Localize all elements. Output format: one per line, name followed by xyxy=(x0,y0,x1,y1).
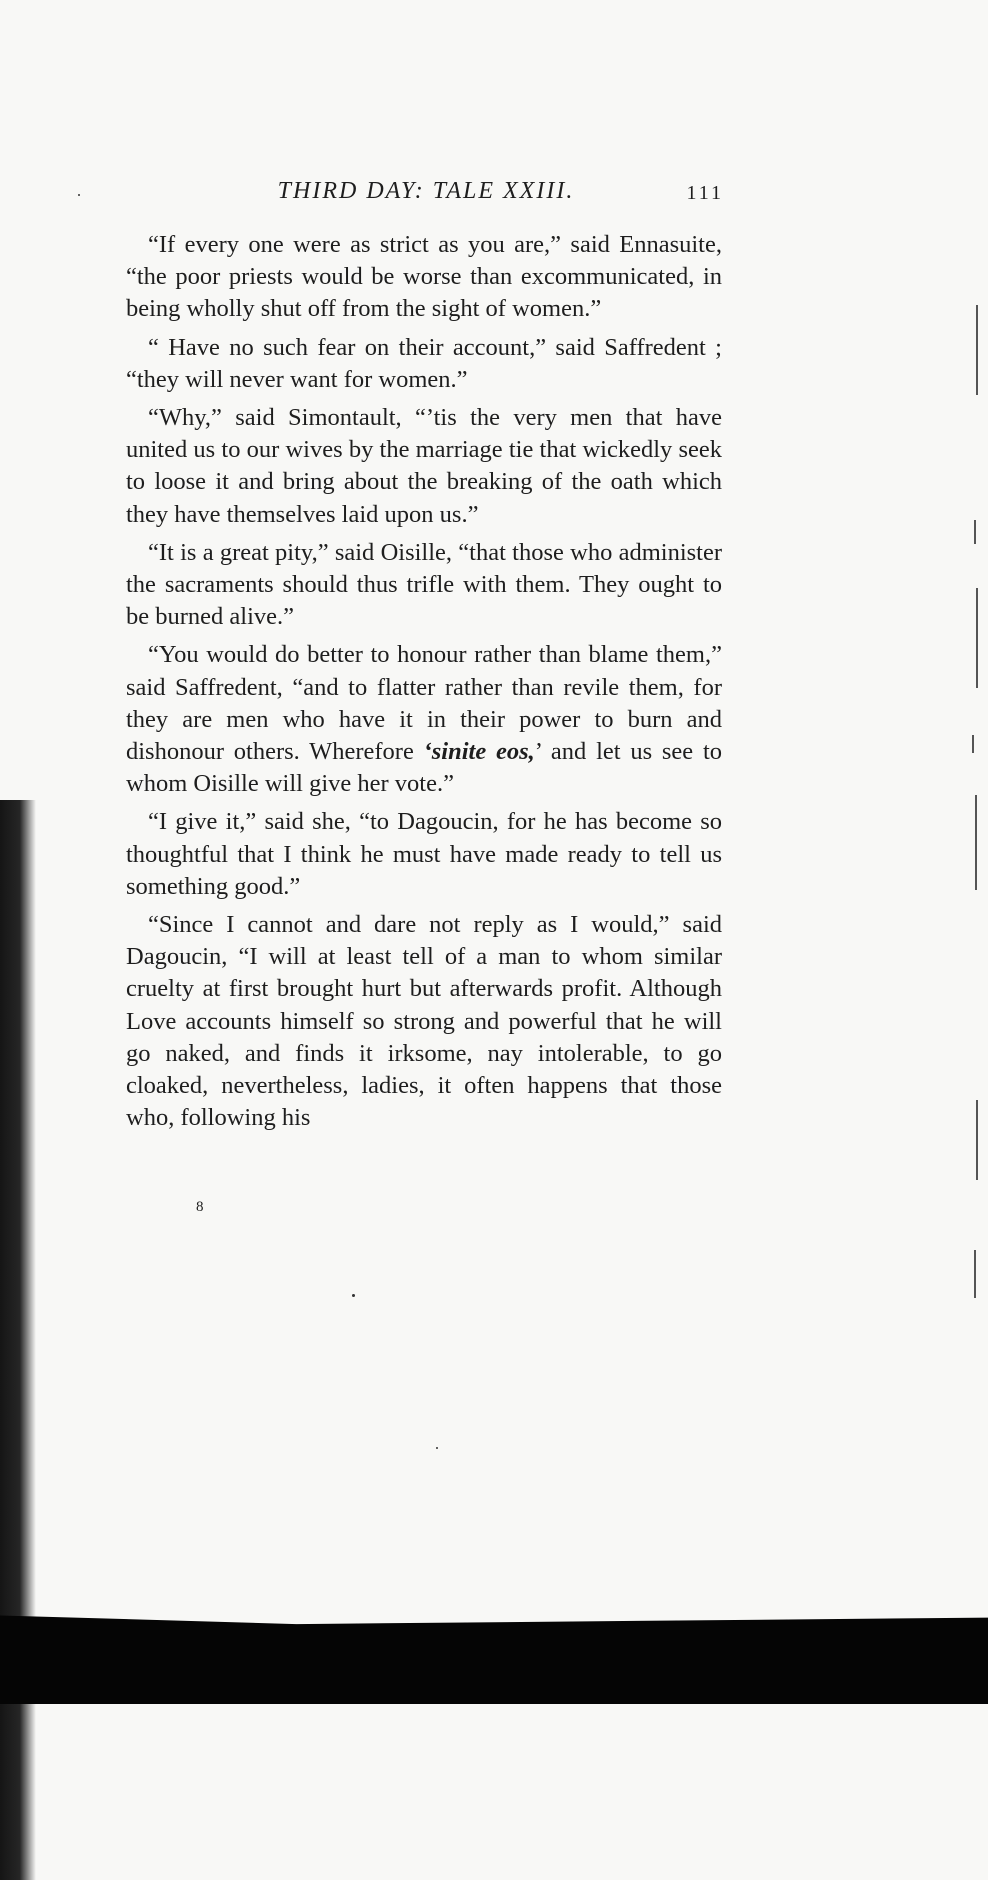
paragraph: “It is a great pity,” said Oisille, “that those who administer the sacraments should thus trifle with them. They ought to be burned alive.” xyxy=(126,538,722,631)
latin-phrase: ‘sinite eos, xyxy=(423,738,535,766)
scan-bottom-band xyxy=(0,1596,988,1704)
scan-edge-marks xyxy=(964,0,988,1704)
paragraph: “If every one were as strict as you are,” said Ennasuite, “the poor priests would be worse than excommunicated, in being wholly shut off from the sight of women.” xyxy=(126,231,722,323)
paragraph-text: “You would do better to honour rather than blame them,” said Saffredent, “and to flatter rather than revile them, for they are men who have it in their power to burn and dishonour others. Wherefore xyxy=(126,641,722,766)
signature-mark: 8 xyxy=(196,1199,204,1215)
scan-speck xyxy=(352,1294,355,1297)
paragraph: “Why,” said Simontault, “’tis the very men that have united us to our wives by the marriage tie that wickedly seek to loose it and bring about the breaking of the oath which they have themselves laid upon us.” xyxy=(126,404,722,528)
paragraph: “ Have no such fear on their account,” said Saffredent ; “they will never want for women.” xyxy=(126,333,722,393)
paragraph-text: ’ and let us see to whom Oisille will give her vote.” xyxy=(126,738,723,798)
paragraph: “Since I cannot and dare not reply as I would,” said Dagoucin, “I will at least tell of a man to whom similar cruelty at first brought hurt but afterwards profit. Although Love accounts himself so strong and powerful that he will go naked, and finds it irksome, nay intolerable, to go cloaked, nevertheless, ladies, it often happens that those who, following his xyxy=(126,911,722,1132)
page-number: 111 xyxy=(686,182,724,204)
body-text xyxy=(126,229,722,1140)
scan-speck xyxy=(78,194,80,196)
running-head-title: THIRD DAY: TALE XXIII. xyxy=(277,178,575,204)
paragraph xyxy=(126,639,722,800)
running-head xyxy=(128,178,724,214)
paragraph: “I give it,” said she, “to Dagoucin, for he has become so thoughtful that I think he must have made ready to tell us something good.” xyxy=(126,808,722,900)
scan-speck xyxy=(436,1447,438,1449)
scan-gutter-shadow xyxy=(0,800,36,1880)
